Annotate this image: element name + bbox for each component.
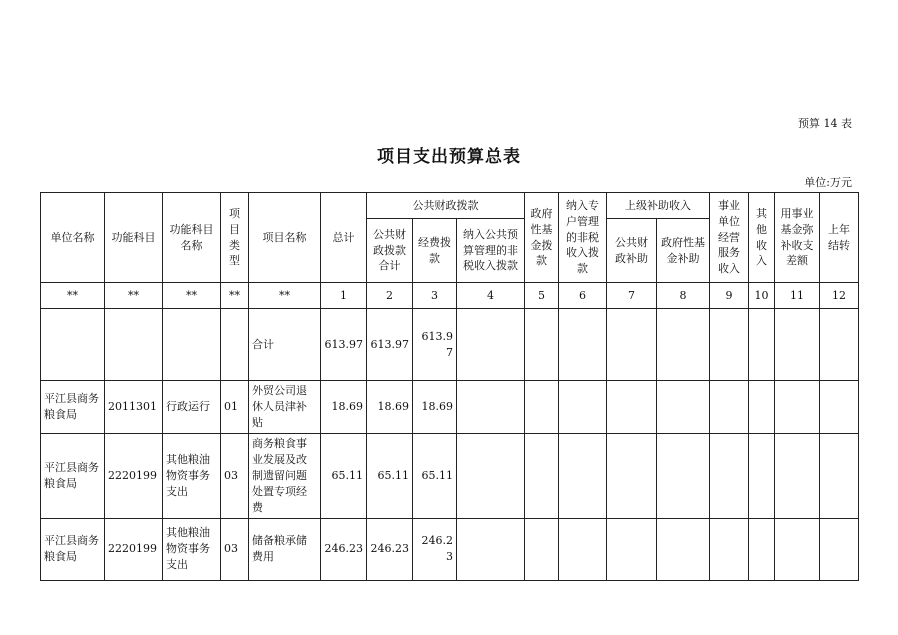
cell-project: 商务粮食事业发展及改制遗留问题处置专项经费 bbox=[249, 433, 321, 518]
index-cell: 11 bbox=[775, 283, 820, 309]
cell-expense: 65.11 bbox=[413, 433, 457, 518]
header-total: 总计 bbox=[321, 193, 367, 283]
index-cell: ** bbox=[221, 283, 249, 309]
cell-unit: 平江县商务粮食局 bbox=[41, 433, 105, 518]
index-cell: 3 bbox=[413, 283, 457, 309]
table-number: 预算 14 表 bbox=[798, 117, 852, 130]
index-cell: 10 bbox=[749, 283, 775, 309]
index-cell: ** bbox=[41, 283, 105, 309]
header-func-code: 功能科目 bbox=[105, 193, 163, 283]
budget-table bbox=[40, 192, 859, 581]
cell-public-sub: 65.11 bbox=[367, 433, 413, 518]
header-gov-fund: 政府性基金拨款 bbox=[525, 193, 559, 283]
table-row bbox=[41, 381, 859, 434]
cell-public-sub: 18.69 bbox=[367, 381, 413, 434]
index-cell: 8 bbox=[657, 283, 710, 309]
cell-func-name: 行政运行 bbox=[163, 381, 221, 434]
index-row bbox=[41, 283, 859, 309]
cell-type: 03 bbox=[221, 518, 249, 580]
header-fund-deficit: 用事业基金弥补收支差额 bbox=[775, 193, 820, 283]
cell-project: 储备粮承储费用 bbox=[249, 518, 321, 580]
index-cell: 2 bbox=[367, 283, 413, 309]
header-proj-name: 项目名称 bbox=[249, 193, 321, 283]
cell-type: 03 bbox=[221, 433, 249, 518]
index-cell: 7 bbox=[607, 283, 657, 309]
header-unit-name: 单位名称 bbox=[41, 193, 105, 283]
header-public-group: 公共财政拨款 bbox=[367, 193, 525, 219]
index-cell: 6 bbox=[559, 283, 607, 309]
total-row bbox=[41, 309, 859, 381]
header-expense: 经费拨款 bbox=[413, 219, 457, 283]
header-incl-budget: 纳入公共预算管理的非税收入拨款 bbox=[457, 219, 525, 283]
cell-func-code: 2011301 bbox=[105, 381, 163, 434]
cell-unit: 平江县商务粮食局 bbox=[41, 381, 105, 434]
page-title: 项目支出预算总表 bbox=[377, 147, 521, 167]
header-carryover: 上年结转 bbox=[820, 193, 859, 283]
index-cell: 4 bbox=[457, 283, 525, 309]
cell-expense: 18.69 bbox=[413, 381, 457, 434]
table-row bbox=[41, 433, 859, 518]
unit-label: 单位:万元 bbox=[804, 176, 852, 189]
total-total: 613.97 bbox=[321, 309, 367, 381]
index-cell: 12 bbox=[820, 283, 859, 309]
cell-func-name: 其他粮油物资事务支出 bbox=[163, 518, 221, 580]
cell-func-code: 2220199 bbox=[105, 518, 163, 580]
index-cell: 9 bbox=[710, 283, 749, 309]
index-cell: ** bbox=[163, 283, 221, 309]
header-upper-group: 上级补助收入 bbox=[607, 193, 710, 219]
header-special-nontax: 纳入专户管理的非税收入拨款 bbox=[559, 193, 607, 283]
header-proj-type: 项目类型 bbox=[221, 193, 249, 283]
cell-unit: 平江县商务粮食局 bbox=[41, 518, 105, 580]
table-row bbox=[41, 518, 859, 580]
index-cell: 5 bbox=[525, 283, 559, 309]
total-expense: 613.97 bbox=[413, 309, 457, 381]
index-cell: 1 bbox=[321, 283, 367, 309]
header-business: 事业单位经营服务收入 bbox=[710, 193, 749, 283]
cell-func-code: 2220199 bbox=[105, 433, 163, 518]
header-public-sub: 公共财政拨款合计 bbox=[367, 219, 413, 283]
cell-project: 外贸公司退休人员津补贴 bbox=[249, 381, 321, 434]
cell-total: 65.11 bbox=[321, 433, 367, 518]
cell-total: 18.69 bbox=[321, 381, 367, 434]
header-gov-fund-subsidy: 政府性基金补助 bbox=[657, 219, 710, 283]
header-public-subsidy: 公共财政补助 bbox=[607, 219, 657, 283]
index-cell: ** bbox=[105, 283, 163, 309]
header-other: 其他收入 bbox=[749, 193, 775, 283]
cell-func-name: 其他粮油物资事务支出 bbox=[163, 433, 221, 518]
cell-expense: 246.23 bbox=[413, 518, 457, 580]
total-label: 合计 bbox=[249, 309, 321, 381]
cell-type: 01 bbox=[221, 381, 249, 434]
index-cell: ** bbox=[249, 283, 321, 309]
total-public-sub: 613.97 bbox=[367, 309, 413, 381]
cell-total: 246.23 bbox=[321, 518, 367, 580]
cell-public-sub: 246.23 bbox=[367, 518, 413, 580]
header-func-name: 功能科目名称 bbox=[163, 193, 221, 283]
